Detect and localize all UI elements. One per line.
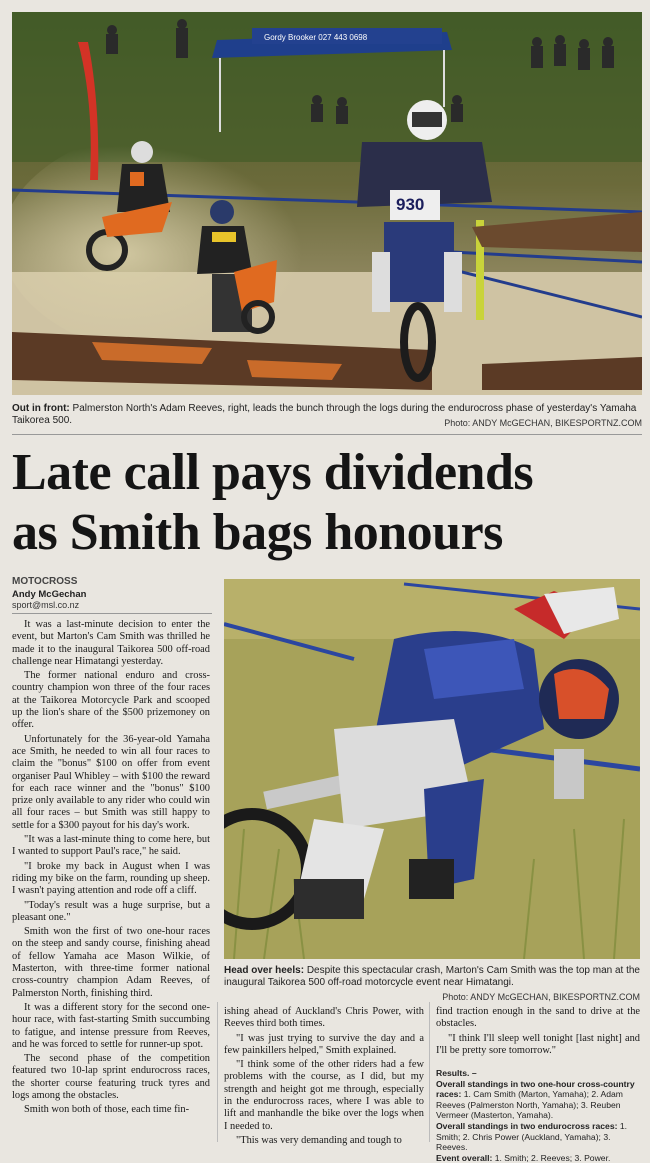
- paragraph: "This was very demanding and tough to: [236, 1134, 402, 1146]
- paragraph: "I think I'll sleep well tonight [last night] and I'll be pretty sore tomorrow.": [436, 1032, 640, 1056]
- tent-banner: Gordy Brooker 027 443 0698: [264, 33, 368, 42]
- paragraph: ishing ahead of Auckland's Chris Power, with Reeves third both times.: [224, 1006, 424, 1030]
- motocross-riders-photo: [12, 12, 642, 395]
- headline-line-1: Late call pays dividends: [12, 444, 534, 501]
- paragraph: "I think some of the other riders had a few problems with the course, as I did, but my strength and height got me through, especially in the endurocross races, where I was able to lift and manhandle the bike over the logs when I needed to.: [224, 1059, 424, 1132]
- author-email: sport@msl.co.nz: [12, 600, 80, 610]
- results-heading: Results. –: [436, 1068, 477, 1078]
- paragraph: "It was a last-minute thing to come here, but I wanted to support Paul's race," he said.: [12, 834, 210, 858]
- results-label: Overall standings in two one-hour cross-country races:: [436, 1078, 635, 1100]
- author-name: Andy McGechan: [12, 589, 87, 600]
- paragraph: "I was just trying to survive the day and a few painkillers helped," Smith explained.: [224, 1032, 424, 1056]
- article-column-2: [224, 1006, 424, 1149]
- byline-rule: [12, 613, 212, 614]
- second-photo-caption: [224, 965, 640, 989]
- results-text: 1. Cam Smith (Marton, Yamaha); 2. Adam Reeves (Palmerston North, Yamaha); 3. Reuben Vermeer (Masterton, Yamaha).: [436, 1089, 623, 1121]
- headline-line-2: as Smith bags honours: [12, 504, 503, 561]
- paragraph: The second phase of the competition featured two 10-lap sprint endurocross races, the shorter course featuring truck tyres and logs among the obstacles.: [12, 1053, 210, 1101]
- photo-credit: Photo: ANDY McGECHAN, BIKESPORTNZ.COM: [442, 992, 640, 1002]
- results-label: Event overall:: [436, 1152, 493, 1163]
- section-label: MOTOCROSS: [12, 576, 78, 587]
- crashed-rider-photo: [224, 579, 640, 959]
- divider: [12, 434, 642, 435]
- column-divider: [429, 1002, 430, 1142]
- paragraph: Smith won the first of two one-hour races on the steep and sandy course, finishing ahead of fellow Yamaha ace Mason Wilkie, of Masterton, with three-time former national cross-country champion Adam Reeves, of Palmerston North, finishing third.: [12, 926, 210, 999]
- paragraph: It was a last-minute decision to enter the event, but Marton's Cam Smith was thrilled he made it to the inaugural Taikorea 500 off-road challenge near Himatangi yesterday.: [12, 619, 210, 667]
- second-photo: [224, 579, 640, 959]
- results-text: 1. Smith; 2. Reeves; 3. Power.: [494, 1152, 611, 1163]
- paragraph: find traction enough in the sand to drive at the obstacles.: [436, 1006, 640, 1030]
- results-box: [436, 1068, 640, 1163]
- caption-text: Palmerston North's Adam Reeves, right, leads the bunch through the logs during the endurocross phase of yesterday's Yamaha Taikorea 500.: [12, 403, 637, 426]
- paragraph: "I broke my back in August when I was riding my bike on the farm, rounding up sheep. I wasn't paying attention and rode off a cliff.: [12, 860, 210, 897]
- bib-930: 930: [396, 195, 425, 214]
- paragraph: Unfortunately for the 36-year-old Yamaha ace Smith, he needed to win all four races to claim the "bonus" $100 on offer from event organiser Paul Whibley – with $100 the reward for each race winner and the "bonus" $100 prize only available to any rider who could win all four races – but Smith was still happy to settle for a $300 payout for his day's work.: [12, 733, 210, 831]
- article-column-1: [12, 619, 210, 1119]
- caption-label: Out in front:: [12, 403, 70, 414]
- caption-text: Despite this spectacular crash, Marton's Cam Smith was the top man at the inaugural Taikorea 500 off-road motorcycle event near Himatangi.: [224, 965, 640, 988]
- results-text: 1. Smith; 2. Chris Power (Auckland, Yamaha); 3. Reeves.: [436, 1120, 628, 1153]
- column-divider: [217, 1002, 218, 1142]
- paragraph: It was a different story for the second one-hour race, with fast-starting Smith succumbing to fatigue, and intense pressure from Reeves, and he was forced to settle for runner-up spot.: [12, 1001, 210, 1050]
- top-photo: [12, 12, 642, 395]
- paragraph: "Today's result was a huge surprise, but a pleasant one.": [12, 899, 210, 923]
- results-label: Overall standings in two endurocross races:: [436, 1120, 618, 1131]
- caption-label: Head over heels:: [224, 965, 305, 976]
- paragraph: The former national enduro and cross-country champion won three of the four races at the Taikorea Motorcycle Park and scooped up the lion's share of the $500 prizemoney on offer.: [12, 670, 210, 731]
- photo-credit: Photo: ANDY McGECHAN, BIKESPORTNZ.COM: [444, 418, 642, 428]
- paragraph: Smith won both of those, each time fin-: [24, 1104, 190, 1116]
- article-column-3: [436, 1006, 640, 1059]
